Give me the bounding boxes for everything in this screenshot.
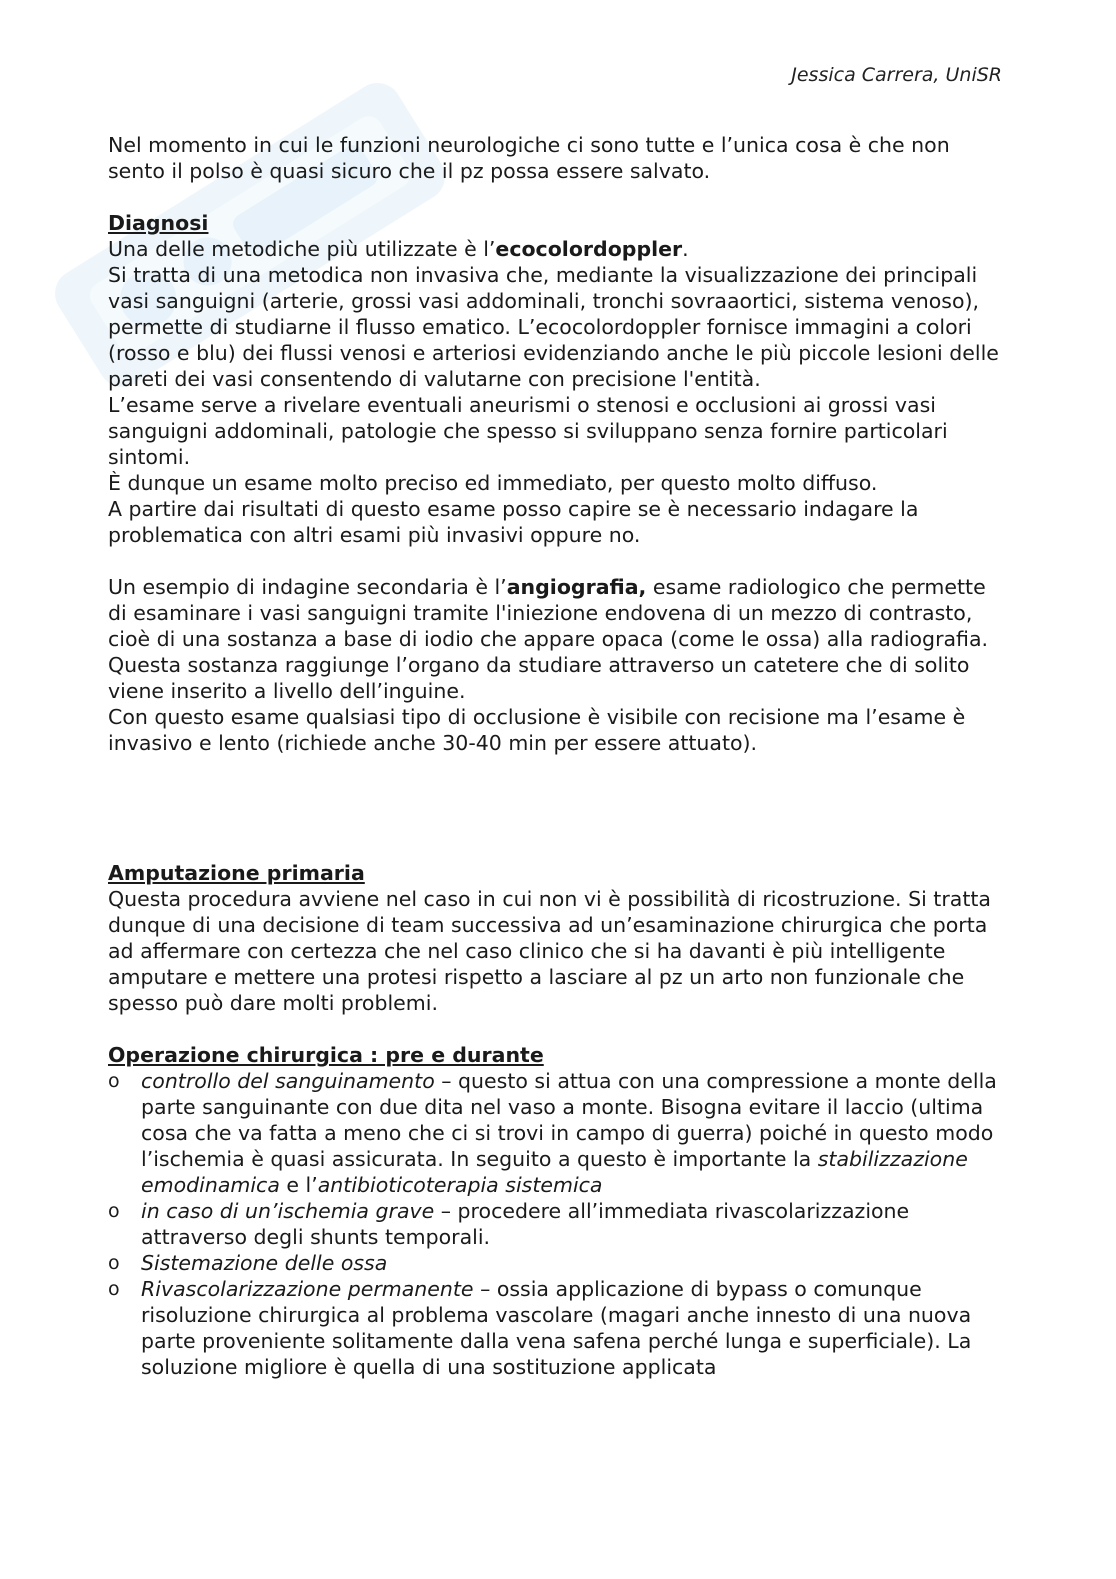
amputazione-paragraph: Questa procedura avviene nel caso in cui non vi è possibilità di ricostruzione. Si tratta dunque di una decisione di team successiva ad un’esaminazione chirurgica che porta ad affermare con certezza che nel caso clinico che si ha davanti è più intelligente amputare e mettere una protesi rispetto a lasciare al pz un arto non funzionale che spesso può dare molti problemi.: [108, 887, 991, 1015]
angiografia-paragraph-2: Con questo esame qualsiasi tipo di occlusione è visibile con recisione ma l’esame è invasivo e lento (richiede anche 30-40 min per essere attuato).: [108, 705, 966, 755]
list-item: o Rivascolarizzazione permanente – ossia applicazione di bypass o comunque risoluzione chirurgica al problema vascolare (magari anche innesto di una nuova parte proveniente solitamente dalla vena safena perché lunga e superficiale). La soluzione migliore è quella di una sostituzione applicata: [108, 1277, 972, 1379]
diagnosi-paragraph-4: È dunque un esame molto preciso ed immediato, per questo molto diffuso.: [108, 471, 878, 495]
angiografia-term: angiografia,: [506, 575, 647, 599]
diagnosi-paragraph-3: L’esame serve a rivelare eventuali aneurismi o stenosi e occlusioni ai grossi vasi sanguigni addominali, patologie che spesso si sviluppano senza fornire particolari sintomi.: [108, 393, 948, 469]
bullet-icon: o: [108, 1070, 120, 1092]
bullet-icon: o: [108, 1252, 120, 1274]
diagnosi-heading: Diagnosi: [108, 211, 209, 235]
list-item: o controllo del sanguinamento – questo si attua con una compressione a monte della parte sanguinante con due dita nel vaso a monte. Bisogna evitare il laccio (ultima cosa che va fatta a meno che ci si trovi in campo di guerra) poiché in questo modo l’ischemia è quasi assicurata. In seguito a questo è importante la stabilizzazione emodinamica e l’antibioticoterapia sistemica: [108, 1069, 997, 1197]
diagnosi-paragraph-2: Si tratta di una metodica non invasiva che, mediante la visualizzazione dei principali vasi sanguigni (arterie, grossi vasi addominali, tronchi sovraaortici, sistema venoso), permette di studiarne il flusso ematico. L’ecocolordoppler fornisce immagini a colori (rosso e blu) dei flussi venosi e arteriosi evidenziando anche le più piccole lesioni delle pareti dei vasi consentendo di valutarne con precisione l'entità.: [108, 263, 999, 391]
list-item: o Sistemazione delle ossa: [108, 1251, 388, 1275]
document-body: [108, 132, 1008, 1380]
ecocolordoppler-term: ecocolordoppler: [495, 237, 683, 261]
amputazione-heading: Amputazione primaria: [108, 861, 365, 885]
list-item: o in caso di un’ischemia grave – procedere all’immediata rivascolarizzazione attraverso degli shunts temporali.: [108, 1199, 910, 1249]
angiografia-paragraph: Un esempio di indagine secondaria è l’angiografia, esame radiologico che permette di esaminare i vasi sanguigni tramite l'iniezione endovena di un mezzo di contrasto, cioè di una sostanza a base di iodio che appare opaca (come le ossa) alla radiografia. Questa sostanza raggiunge l’organo da studiare attraverso un catetere che di solito viene inserito a livello dell’inguine.: [108, 575, 989, 703]
intro-paragraph: Nel momento in cui le funzioni neurologiche ci sono tutte e l’unica cosa è che non sento il polso è quasi sicuro che il pz possa essere salvato.: [108, 133, 950, 183]
operazione-list: [108, 1068, 1008, 1380]
bullet-icon: o: [108, 1278, 120, 1300]
operazione-heading: Operazione chirurgica : pre e durante: [108, 1043, 544, 1067]
diagnosi-paragraph-5: A partire dai risultati di questo esame posso capire se è necessario indagare la problematica con altri esami più invasivi oppure no.: [108, 497, 919, 547]
author-header: Jessica Carrera, UniSR: [791, 64, 1002, 86]
bullet-icon: o: [108, 1200, 120, 1222]
diagnosi-line1: Una delle metodiche più utilizzate è l’ecocolordoppler.: [108, 237, 689, 261]
